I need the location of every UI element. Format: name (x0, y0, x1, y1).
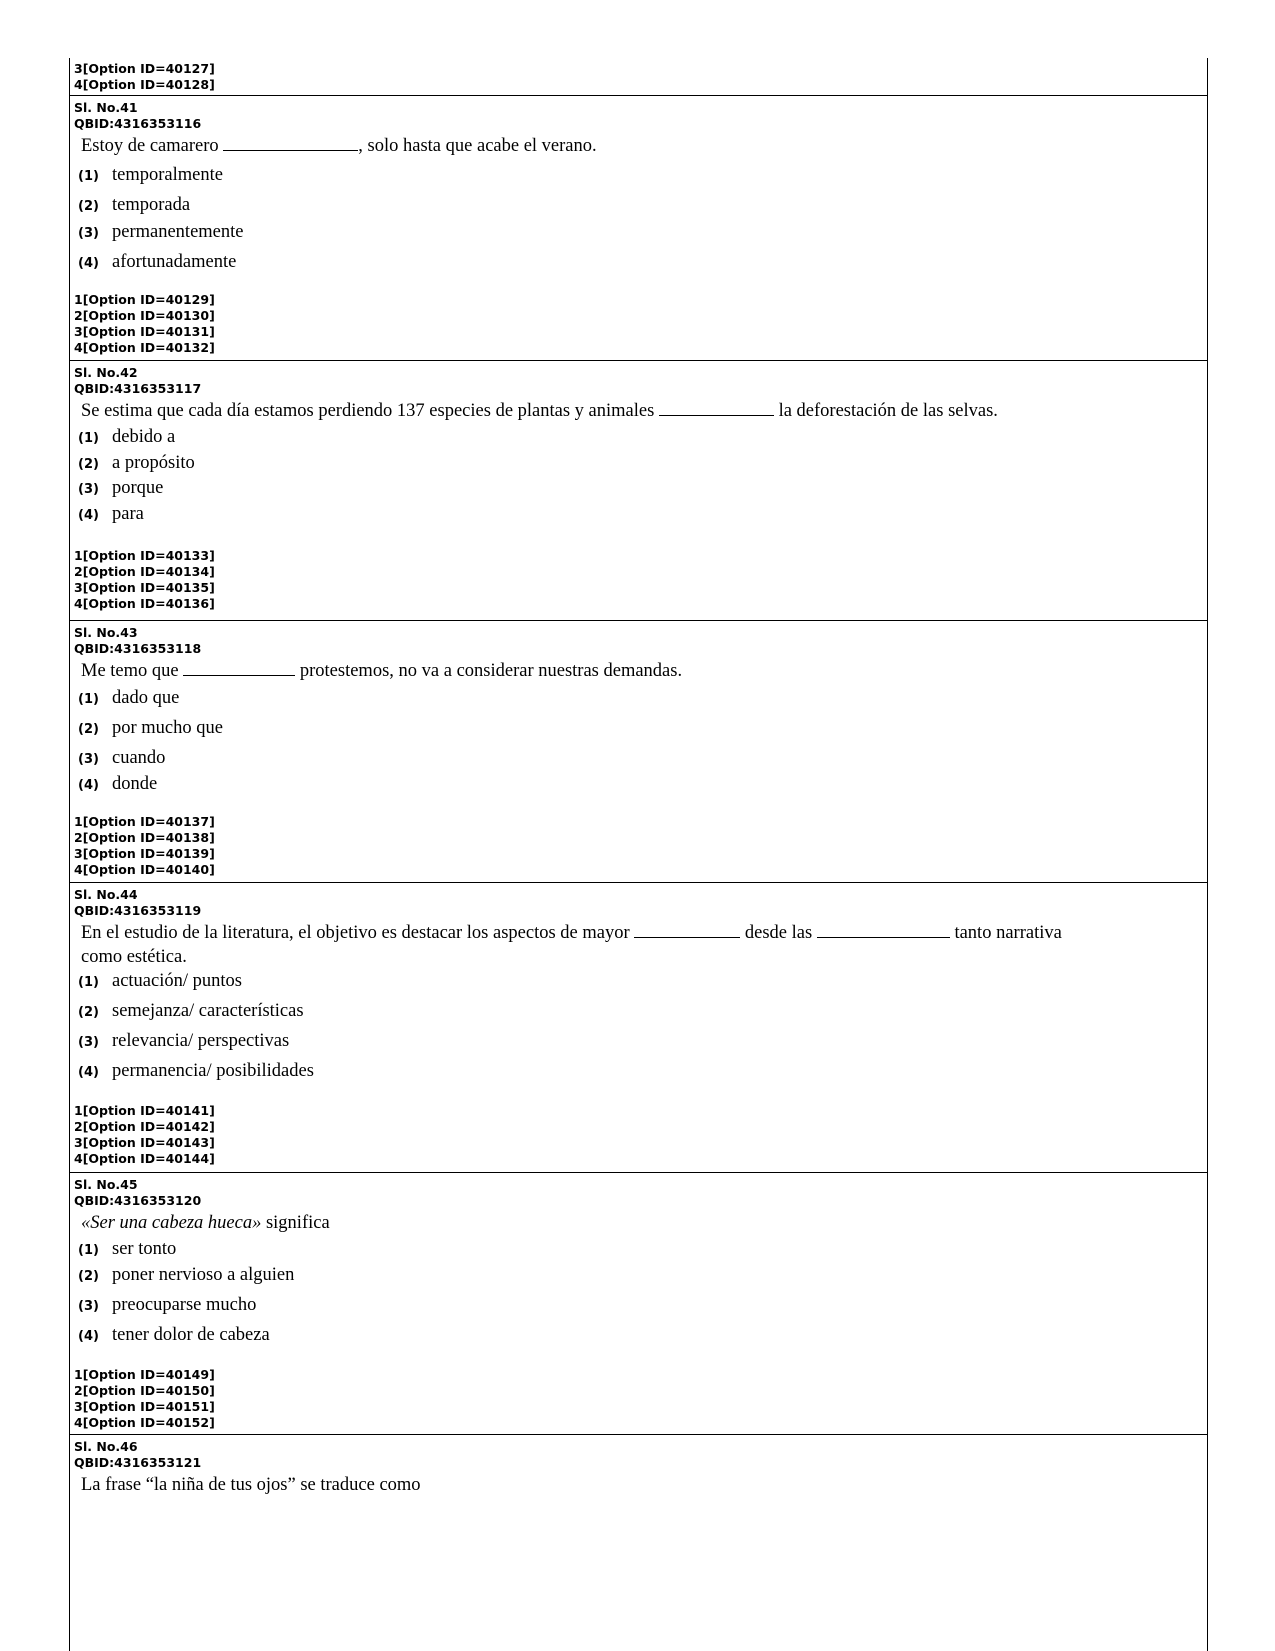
option-id: 4[Option ID=40132] (74, 340, 215, 355)
option-id: 1[Option ID=40149] (74, 1367, 215, 1382)
answer-blank (223, 136, 358, 151)
option-id: 4[Option ID=40128] (74, 77, 215, 92)
option-id: 3[Option ID=40131] (74, 324, 215, 339)
option-item: (3) relevancia/ perspectivas (78, 1031, 290, 1051)
question-header (74, 100, 201, 132)
question-block-45 (70, 1172, 1207, 1434)
option-item: (3) preocuparse mucho (78, 1295, 257, 1315)
option-item: (1) ser tonto (78, 1239, 177, 1259)
question-header (74, 1439, 201, 1471)
option-id: 3[Option ID=40151] (74, 1399, 215, 1414)
question-header (74, 887, 201, 919)
question-block-44 (70, 882, 1207, 1172)
option-id: 1[Option ID=40141] (74, 1103, 215, 1118)
option-id-list (74, 548, 215, 612)
option-item: (1) temporalmente (78, 165, 223, 185)
option-id: 1[Option ID=40129] (74, 292, 215, 307)
option-id: 3[Option ID=40127] (74, 61, 215, 76)
serial-number: Sl. No.46 (74, 1439, 138, 1454)
option-id: 4[Option ID=40140] (74, 862, 215, 877)
option-id: 1[Option ID=40133] (74, 548, 215, 563)
question-header (74, 625, 201, 657)
option-item: (4) tener dolor de cabeza (78, 1325, 270, 1345)
qbid: QBID:4316353117 (74, 381, 202, 396)
question-block-42 (70, 360, 1207, 620)
qbid: QBID:4316353116 (74, 116, 202, 131)
serial-number: Sl. No.44 (74, 887, 138, 902)
question-header (74, 365, 201, 397)
qbid: QBID:4316353118 (74, 641, 202, 656)
question-header (74, 1177, 201, 1209)
option-item: (4) para (78, 504, 144, 524)
option-item: (3) cuando (78, 748, 166, 768)
option-id: 2[Option ID=40130] (74, 308, 215, 323)
option-item: (1) actuación/ puntos (78, 971, 242, 991)
option-id: 2[Option ID=40138] (74, 830, 215, 845)
option-id: 2[Option ID=40142] (74, 1119, 215, 1134)
option-item: (2) temporada (78, 195, 191, 215)
question-text: La frase “la niña de tus ojos” se traduce como (81, 1475, 421, 1495)
option-id: 3[Option ID=40143] (74, 1135, 215, 1150)
serial-number: Sl. No.45 (74, 1177, 138, 1192)
idiom-text: «Ser una cabeza hueca» (81, 1213, 262, 1233)
qbid: QBID:4316353119 (74, 903, 202, 918)
option-item: (4) donde (78, 774, 158, 794)
option-id: 1[Option ID=40137] (74, 814, 215, 829)
question-paper-frame (69, 58, 1208, 1651)
serial-number: Sl. No.43 (74, 625, 138, 640)
option-id-list (74, 61, 215, 93)
question-block-41 (70, 95, 1207, 360)
serial-number: Sl. No.41 (74, 100, 138, 115)
question-text: «Ser una cabeza hueca» significa (81, 1213, 330, 1233)
option-id-list (74, 1103, 215, 1167)
qbid: QBID:4316353121 (74, 1455, 202, 1470)
option-id-list (74, 1367, 215, 1431)
option-item: (3) permanentemente (78, 222, 244, 242)
option-item: (1) dado que (78, 688, 180, 708)
qbid: QBID:4316353120 (74, 1193, 202, 1208)
option-id: 4[Option ID=40136] (74, 596, 215, 611)
question-text: Me temo que protestemos, no va a considerar nuestras demandas. (81, 661, 683, 681)
answer-blank (183, 661, 295, 676)
question-block-43 (70, 620, 1207, 882)
question-text: En el estudio de la literatura, el objetivo es destacar los aspectos de mayor desde las tanto narrativa como estética. (81, 923, 1062, 967)
option-item: (4) afortunadamente (78, 252, 237, 272)
option-item: (2) por mucho que (78, 718, 223, 738)
question-text: Estoy de camarero , solo hasta que acabe el verano. (81, 136, 597, 156)
question-text: Se estima que cada día estamos perdiendo 137 especies de plantas y animales la deforestación de las selvas. (81, 401, 998, 421)
answer-blank (817, 923, 950, 938)
option-item: (2) a propósito (78, 453, 195, 473)
option-item: (2) semejanza/ características (78, 1001, 304, 1021)
answer-blank (634, 923, 740, 938)
option-id: 3[Option ID=40135] (74, 580, 215, 595)
option-id-list (74, 814, 215, 878)
option-id: 3[Option ID=40139] (74, 846, 215, 861)
answer-blank (659, 401, 774, 416)
option-item: (4) permanencia/ posibilidades (78, 1061, 314, 1081)
serial-number: Sl. No.42 (74, 365, 138, 380)
question-block-46 (70, 1434, 1207, 1650)
option-id: 4[Option ID=40144] (74, 1151, 215, 1166)
option-item: (2) poner nervioso a alguien (78, 1265, 295, 1285)
option-id-list (74, 292, 215, 356)
option-item: (3) porque (78, 478, 164, 498)
option-id: 4[Option ID=40152] (74, 1415, 215, 1430)
option-id: 2[Option ID=40150] (74, 1383, 215, 1398)
option-id: 2[Option ID=40134] (74, 564, 215, 579)
option-item: (1) debido a (78, 427, 176, 447)
